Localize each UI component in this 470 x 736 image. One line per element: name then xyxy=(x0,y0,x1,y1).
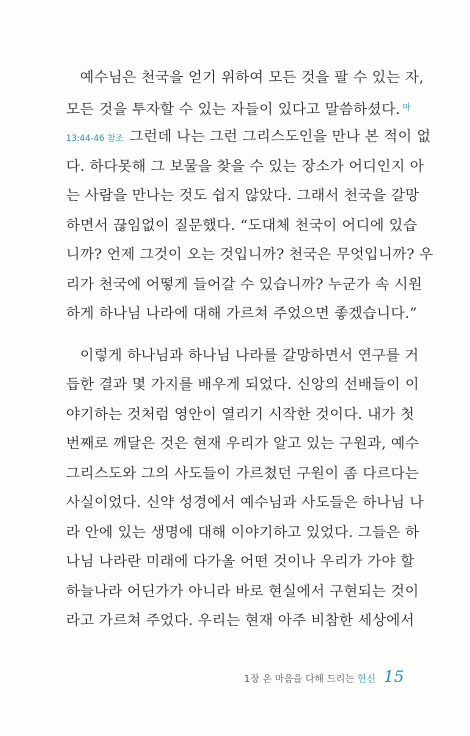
text-line: 하늘나라 어딘가가 아니라 바로 현실에서 구현되는 것이 xyxy=(66,583,419,600)
scripture-reference: 13:44-46 참조 xyxy=(66,133,124,144)
text-line: 하게 하나님 나라에 대해 가르쳐 주었으면 좋겠습니다.” xyxy=(66,306,418,322)
page-footer xyxy=(244,667,404,689)
text-line: 이렇게 하나님과 하나님 나라를 갈망하면서 연구를 거 xyxy=(80,347,419,364)
text-line: 다. 하다못해 그 보물을 찾을 수 있는 장소가 어디인지 아 xyxy=(66,158,424,175)
text-line: 13:44-46 참조 그런데 나는 그런 그리스도인을 만나 본 적이 없 xyxy=(66,129,431,145)
text-line: 나님 나라란 미래에 다가올 어떤 것이나 우리가 가야 할 xyxy=(66,554,415,570)
text-line: 라 안에 있는 생명에 대해 이야기하고 있었다. 그들은 하 xyxy=(66,524,420,541)
chapter-title: 온 마음을 다해 드리는 xyxy=(262,674,355,685)
chapter-title-accent: 헌신 xyxy=(357,674,376,685)
text-line: 니까? 언제 그것이 오는 것입니까? 천국은 무엇입니까? 우 xyxy=(66,247,434,263)
text-line: 듭한 결과 몇 가지를 배우게 되었다. 신앙의 선배들이 이 xyxy=(66,377,420,393)
text-line: 사실이었다. 신약 성경에서 예수님과 사도들은 하나님 나 xyxy=(66,495,424,511)
text-line: 그리스도와 그의 사도들이 가르쳤던 구원이 좀 다르다는 xyxy=(66,465,419,482)
text-line: 예수님은 천국을 얻기 위하여 모든 것을 팔 수 있는 자, xyxy=(80,70,424,86)
text-line: 번째로 깨달은 것은 현재 우리가 알고 있는 구원과, 예수 xyxy=(66,436,420,452)
text-line: 는 사람을 만나는 것도 쉽지 않았다. 그래서 천국을 갈망 xyxy=(66,188,420,204)
page-number: 15 xyxy=(383,667,404,686)
text-line: 하면서 끊임없이 질문했다. “도대체 천국이 어디에 있습 xyxy=(66,217,418,234)
text-line: 모든 것을 투자할 수 있는 자들이 있다고 말씀하셨다. $^마$ xyxy=(66,101,411,118)
text-line: 야기하는 것처럼 영안이 열리기 시작한 것이다. 내가 첫 xyxy=(66,406,415,423)
paragraph-gap xyxy=(66,330,404,342)
text-line: 리가 천국에 어떻게 들어갈 수 있습니까? 누군가 속 시원 xyxy=(66,276,423,293)
text-line: 라고 가르쳐 주었다. 우리는 현재 아주 비참한 세상에서 xyxy=(66,613,415,629)
scripture-reference: 마 xyxy=(402,102,411,113)
chapter-label: 1장 xyxy=(244,674,260,685)
body-text xyxy=(66,64,434,637)
